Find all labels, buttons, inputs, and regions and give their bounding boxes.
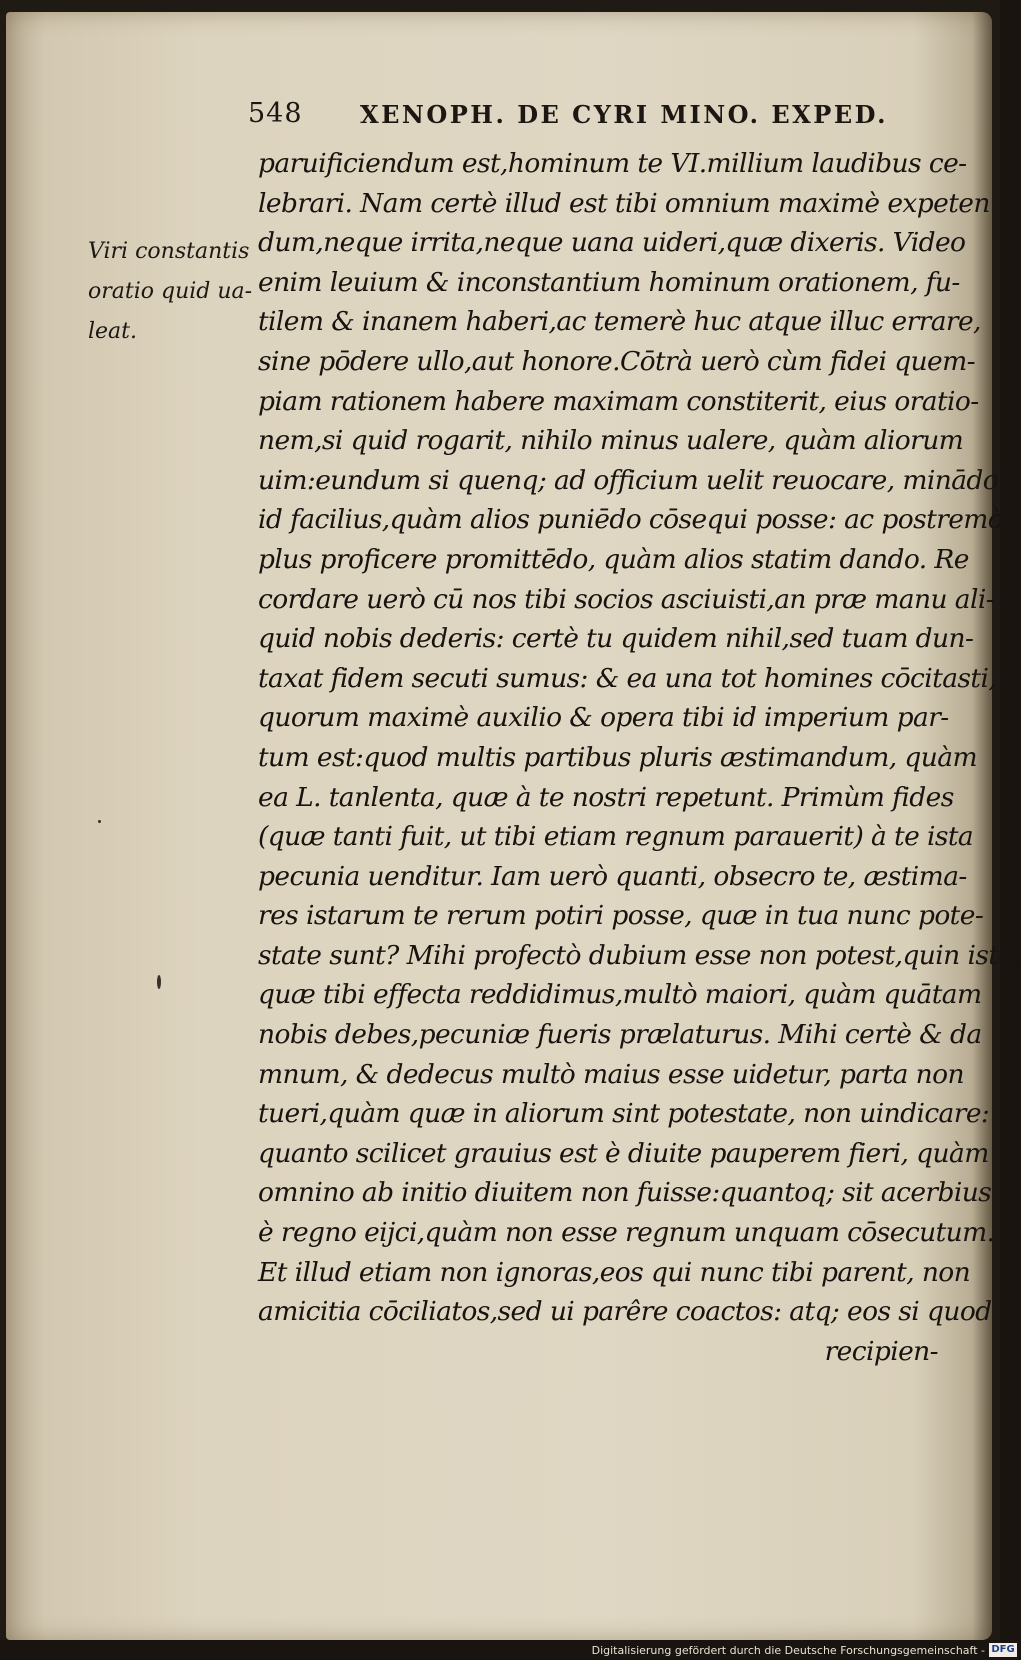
body-text [258, 144, 1021, 1371]
marginal-note [88, 232, 253, 352]
ink-speck [157, 975, 161, 989]
page-number: 548 [248, 98, 303, 129]
text-line: omnino ab initio diuitem non fuisse:quantoq; sit acerbius [258, 1177, 992, 1209]
text-line: quanto scilicet grauius est è diuite pauperem fieri, quàm [258, 1137, 989, 1169]
text-line: cordare uerò cū nos tibi socios asciuisti,an præ manu ali- [258, 583, 995, 615]
text-line: nem,si quid rogarit, nihilo minus ualere, quàm aliorum [258, 425, 964, 457]
text-line: piam rationem habere maximam constiterit, eius oratio- [258, 385, 979, 417]
text-line: mnum, & dedecus multò maius esse uidetur, parta non [258, 1058, 964, 1090]
text-line: tum est:quod multis partibus pluris æstimandum, quàm [258, 741, 977, 773]
text-line: amicitia cōciliatos,sed ui parêre coactos: atq; eos si quod [258, 1296, 992, 1328]
marginal-note-line: Viri constantis [88, 239, 250, 264]
text-line: taxat fidem secuti sumus: & ea una tot homines cōcitasti, [258, 662, 997, 694]
text-line: id facilius,quàm alios puniēdo cōsequi posse: ac postremò [258, 504, 1004, 536]
text-line: state sunt? Mihi profectò dubium esse non potest,quin ista, [258, 939, 1021, 971]
text-line: tilem & inanem haberi,ac temerè huc atque illuc errare, [258, 306, 981, 338]
text-line: quorum maximè auxilio & opera tibi id imperium par- [258, 702, 949, 734]
text-line: quid nobis dederis: certè tu quidem nihil,sed tuam dun- [258, 623, 974, 655]
text-line: paruificiendum est,hominum te VI.millium laudibus ce- [258, 148, 967, 179]
text-line: nobis debes,pecuniæ fueris prælaturus. Mihi certè & da [258, 1019, 982, 1051]
marginal-note-line: leat. [88, 319, 138, 344]
text-line: enim leuium & inconstantium hominum orationem, fu- [258, 266, 960, 298]
text-line: Et illud etiam non ignoras,eos qui nunc tibi parent, non [258, 1256, 971, 1288]
text-line: lebrari. Nam certè illud est tibi omnium maximè expeten [258, 187, 990, 219]
catchword: recipien- [824, 1335, 938, 1367]
text-line: è regno eijci,quàm non esse regnum unquam cōsecutum. [258, 1217, 995, 1249]
text-line: dum,neque irrita,neque uana uideri,quæ dixeris. Video [258, 227, 966, 259]
ink-speck [98, 820, 101, 823]
text-line: pecunia uenditur. Iam uerò quanti, obsecro te, æstima- [258, 860, 967, 892]
text-line: tueri,quàm quæ in aliorum sint potestate, non uindicare: [258, 1098, 990, 1130]
running-head: XENOPH. DE CYRI MINO. EXPED. [360, 100, 888, 129]
text-line: (quæ tanti fuit, ut tibi etiam regnum parauerit) à te ista [258, 821, 974, 853]
marginal-note-line: oratio quid ua- [88, 279, 253, 304]
text-line: uim:eundum si quenq; ad officium uelit reuocare, minādo [258, 464, 999, 496]
digitization-credit: Digitalisierung gefördert durch die Deutsche Forschungsgemeinschaft - [591, 1644, 985, 1657]
text-line: ea L. tanlenta, quæ à te nostri repetunt. Primùm fides [258, 781, 954, 813]
text-line: plus proficere promittēdo, quàm alios statim dando. Re [258, 543, 969, 575]
text-line: quæ tibi effecta reddidimus,multò maiori, quàm quātam [258, 979, 982, 1011]
text-line: sine pōdere ullo,aut honore.Cōtrà uerò cùm fidei quem- [258, 345, 975, 377]
dfg-logo: DFG [989, 1643, 1017, 1657]
text-line: res istarum te rerum potiri posse, quæ in tua nunc pote- [258, 900, 984, 932]
page-header [248, 90, 888, 134]
